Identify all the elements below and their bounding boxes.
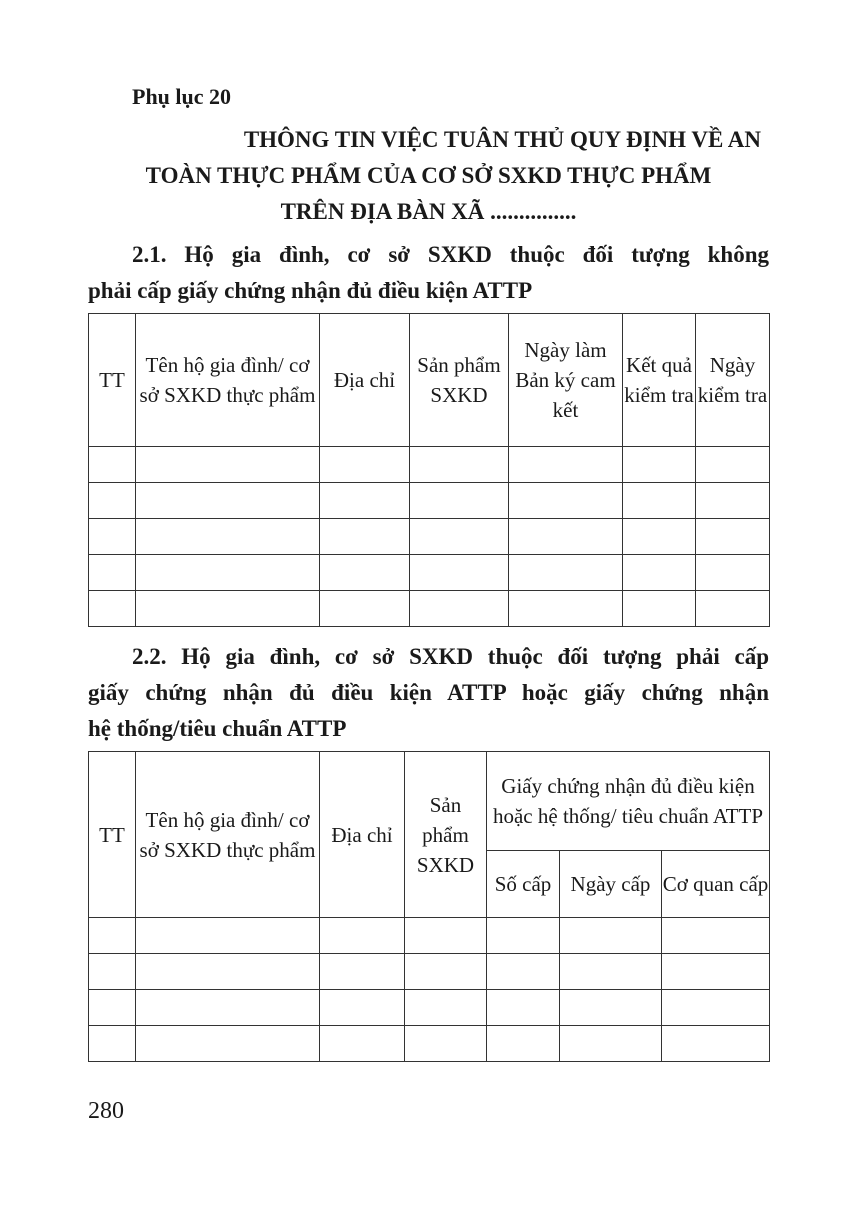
table-cell bbox=[410, 591, 509, 627]
table-cell bbox=[410, 519, 509, 555]
title-line-3: TRÊN ĐỊA BÀN XÃ ............... bbox=[280, 199, 577, 224]
table-row bbox=[89, 1026, 770, 1062]
table-cell bbox=[509, 519, 623, 555]
header-household-name: Tên hộ gia đình/ cơ sở SXKD thực phẩm bbox=[136, 314, 320, 447]
header-issue-date: Ngày cấp bbox=[560, 851, 662, 918]
table-cell bbox=[320, 1026, 405, 1062]
table-cell bbox=[509, 555, 623, 591]
table-cell bbox=[410, 555, 509, 591]
table-cell bbox=[560, 990, 662, 1026]
header-tt: TT bbox=[89, 314, 136, 447]
header-tt: TT bbox=[89, 752, 136, 918]
header-issuing-agency: Cơ quan cấp bbox=[662, 851, 770, 918]
table-row bbox=[89, 447, 770, 483]
table-cell bbox=[662, 954, 770, 990]
header-product: Sản phẩm SXKD bbox=[405, 752, 487, 918]
table-cell bbox=[410, 447, 509, 483]
table-cell bbox=[487, 1026, 560, 1062]
table-cell bbox=[662, 1026, 770, 1062]
table-cell bbox=[696, 519, 770, 555]
table-cell bbox=[623, 519, 696, 555]
table-cell bbox=[560, 918, 662, 954]
section-2-2-heading bbox=[88, 639, 769, 747]
section-2-1-line-2: phải cấp giấy chứng nhận đủ điều kiện ATTP bbox=[88, 278, 533, 303]
table-cell bbox=[696, 483, 770, 519]
table-cell bbox=[509, 447, 623, 483]
table-header-row bbox=[89, 314, 770, 447]
table-cell bbox=[136, 990, 320, 1026]
table-cell bbox=[487, 918, 560, 954]
table-row bbox=[89, 990, 770, 1026]
table-cell bbox=[136, 483, 320, 519]
table-cell bbox=[320, 954, 405, 990]
table-2-2 bbox=[88, 751, 770, 1062]
title-line-1: THÔNG TIN VIỆC TUÂN THỦ QUY ĐỊNH VỀ AN bbox=[243, 127, 761, 152]
table-cell bbox=[136, 954, 320, 990]
table-cell bbox=[487, 990, 560, 1026]
table-cell bbox=[136, 1026, 320, 1062]
header-address: Địa chỉ bbox=[320, 314, 410, 447]
table-cell bbox=[320, 447, 410, 483]
table-cell bbox=[89, 990, 136, 1026]
table-row bbox=[89, 918, 770, 954]
table-cell bbox=[89, 483, 136, 519]
table-cell bbox=[89, 555, 136, 591]
table-cell bbox=[89, 954, 136, 990]
table-cell bbox=[320, 555, 410, 591]
table-cell bbox=[320, 990, 405, 1026]
table-cell bbox=[136, 591, 320, 627]
table-cell bbox=[89, 1026, 136, 1062]
table-row bbox=[89, 954, 770, 990]
table-cell bbox=[320, 918, 405, 954]
page-number: 280 bbox=[88, 1098, 124, 1124]
table-row bbox=[89, 591, 770, 627]
table-cell bbox=[405, 990, 487, 1026]
section-2-2-line-2: giấy chứng nhận đủ điều kiện ATTP hoặc giấy chứng nhận bbox=[88, 680, 769, 705]
table-cell bbox=[696, 591, 770, 627]
title-line-2: TOÀN THỰC PHẨM CỦA CƠ SỞ SXKD THỰC PHẨM bbox=[145, 163, 712, 188]
table-cell bbox=[136, 918, 320, 954]
table-row bbox=[89, 519, 770, 555]
table-cell bbox=[136, 519, 320, 555]
header-product: Sản phẩm SXKD bbox=[410, 314, 509, 447]
table-cell bbox=[487, 954, 560, 990]
table-cell bbox=[623, 483, 696, 519]
table-cell bbox=[560, 954, 662, 990]
table-cell bbox=[89, 447, 136, 483]
table-cell bbox=[405, 1026, 487, 1062]
table-cell bbox=[623, 591, 696, 627]
document-title bbox=[88, 122, 769, 230]
section-2-1-heading bbox=[88, 237, 769, 309]
table-cell bbox=[136, 555, 320, 591]
table-cell bbox=[320, 483, 410, 519]
table-cell bbox=[410, 483, 509, 519]
header-certificate-number: Số cấp bbox=[487, 851, 560, 918]
appendix-label: Phụ lục 20 bbox=[132, 84, 232, 109]
section-2-2-line-3: hệ thống/tiêu chuẩn ATTP bbox=[88, 716, 347, 741]
table-cell bbox=[662, 990, 770, 1026]
table-cell bbox=[89, 591, 136, 627]
table-cell bbox=[89, 519, 136, 555]
table-cell bbox=[89, 918, 136, 954]
table-cell bbox=[320, 591, 410, 627]
table-cell bbox=[662, 918, 770, 954]
header-commitment-date: Ngày làm Bản ký cam kết bbox=[509, 314, 623, 447]
table-cell bbox=[405, 954, 487, 990]
table-cell bbox=[560, 1026, 662, 1062]
header-inspection-result: Kết quả kiểm tra bbox=[623, 314, 696, 447]
section-2-2-line-1: 2.2. Hộ gia đình, cơ sở SXKD thuộc đối tượng phải cấp bbox=[132, 644, 769, 669]
table-cell bbox=[509, 483, 623, 519]
table-2-1 bbox=[88, 313, 770, 627]
header-inspection-date: Ngày kiểm tra bbox=[696, 314, 770, 447]
table-cell bbox=[136, 447, 320, 483]
table-row bbox=[89, 555, 770, 591]
table-cell bbox=[320, 519, 410, 555]
table-cell bbox=[696, 555, 770, 591]
table-cell bbox=[623, 555, 696, 591]
table-header-row bbox=[89, 752, 770, 851]
table-cell bbox=[405, 918, 487, 954]
header-certificate-group: Giấy chứng nhận đủ điều kiện hoặc hệ thống/ tiêu chuẩn ATTP bbox=[487, 752, 770, 851]
table-cell bbox=[509, 591, 623, 627]
table-cell bbox=[623, 447, 696, 483]
table-row bbox=[89, 483, 770, 519]
header-household-name: Tên hộ gia đình/ cơ sở SXKD thực phẩm bbox=[136, 752, 320, 918]
table-cell bbox=[696, 447, 770, 483]
header-address: Địa chỉ bbox=[320, 752, 405, 918]
section-2-1-line-1: 2.1. Hộ gia đình, cơ sở SXKD thuộc đối tượng không bbox=[132, 242, 769, 267]
